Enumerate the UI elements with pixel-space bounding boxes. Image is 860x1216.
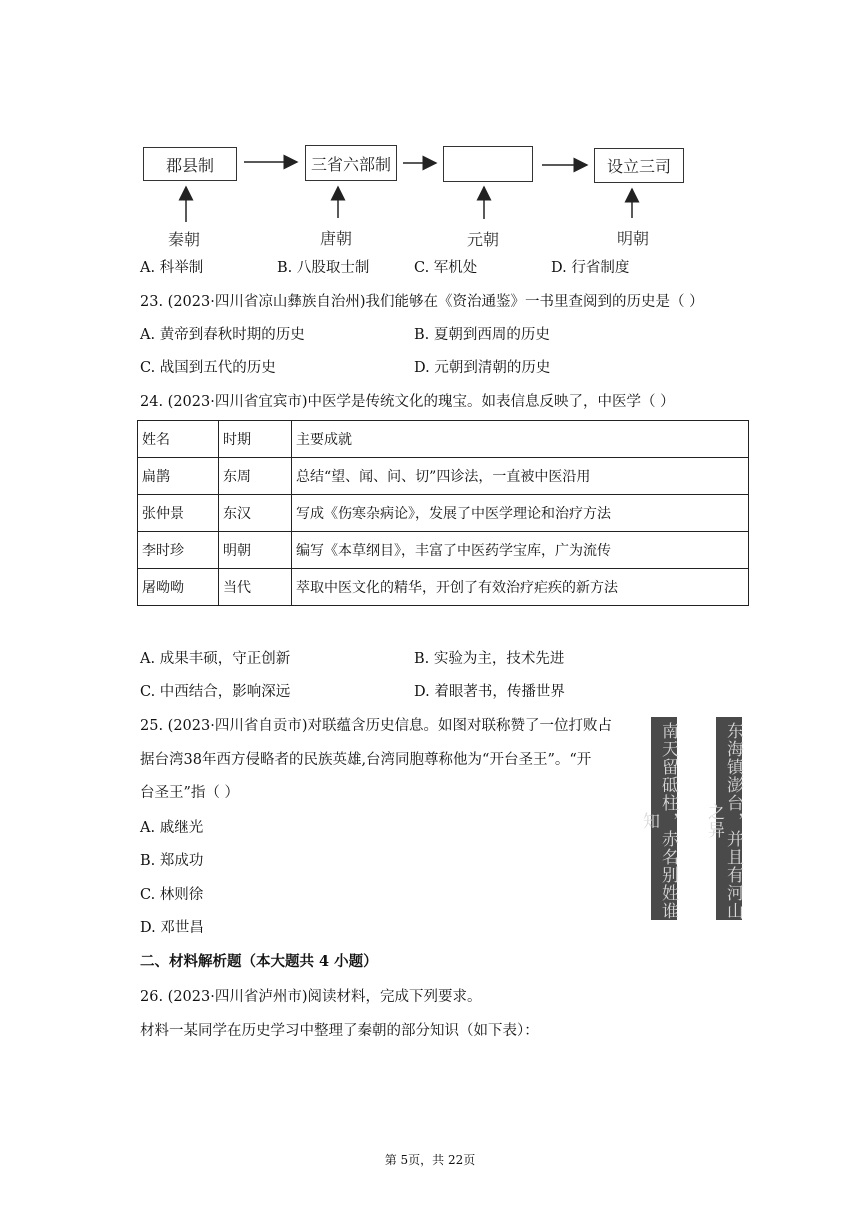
q25-stem-line-3: 台圣王”指（ ） (140, 785, 240, 801)
table-header-cell: 姓名 (138, 421, 219, 458)
q22-option-c: C. 军机处 (414, 260, 478, 276)
q25-stem-line-1: 25. (2023·四川省自贡市)对联蕴含历史信息。如图对联称赞了一位打败占 (140, 718, 612, 734)
q26-material: 材料一某同学在历史学习中整理了秦朝的部分知识（如下表）： (140, 1023, 539, 1039)
dynasty-yuan: 元朝 (467, 230, 500, 249)
box-junxian: 郡县制 (143, 147, 237, 181)
flow-diagram (0, 0, 860, 260)
table-cell: 萃取中医文化的精华，开创了有效治疗疟疾的新方法 (292, 569, 749, 606)
q24-option-c: C. 中西结合，影响深远 (140, 684, 291, 700)
q24-stem: 24. (2023·四川省宜宾市)中医学是传统文化的瑰宝。如表信息反映了，中医学（ ） (140, 394, 675, 410)
q24-option-b: B. 实验为主，技术先进 (414, 651, 565, 667)
table-row (138, 458, 749, 495)
table-cell: 扁鹊 (138, 458, 219, 495)
q22-option-a: A. 科举制 (140, 260, 204, 276)
q23-stem: 23. (2023·四川省凉山彝族自治州)我们能够在《资治通鉴》一书里查阅到的历史是（ ） (140, 294, 704, 310)
q23-option-c: C. 战国到五代的历史 (140, 360, 276, 376)
q23-option-a: A. 黄帝到春秋时期的历史 (140, 327, 305, 343)
q22-option-d: D. 行省制度 (551, 260, 630, 276)
q24-option-d: D. 着眼著书，传播世界 (414, 684, 565, 700)
dynasty-tang: 唐朝 (320, 229, 353, 248)
q24-table (137, 420, 749, 606)
dynasty-ming: 明朝 (617, 229, 650, 248)
q25-option-b: B. 郑成功 (140, 853, 204, 869)
table-row (138, 532, 749, 569)
table-cell: 当代 (219, 569, 292, 606)
q26-stem: 26. (2023·四川省泸州市)阅读材料，完成下列要求。 (140, 989, 482, 1005)
q25-option-a: A. 戚继光 (140, 820, 204, 836)
page-number: 第 5页，共 22页 (384, 1153, 476, 1167)
table-cell: 李时珍 (138, 532, 219, 569)
table-header-cell: 时期 (219, 421, 292, 458)
diagram-arrows (0, 0, 860, 260)
q25-stem-line-2: 据台湾38年西方侵略者的民族英雄,台湾同胞尊称他为“开台圣王”。“开 (140, 752, 592, 768)
table-cell: 东汉 (219, 495, 292, 532)
q23-option-b: B. 夏朝到西周的历史 (414, 327, 550, 343)
table-cell: 屠呦呦 (138, 569, 219, 606)
table-cell: 东周 (219, 458, 292, 495)
section-2-heading: 二、材料解析题（本大题共 4 小题） (140, 953, 378, 970)
table-cell: 张仲景 (138, 495, 219, 532)
table-cell: 写成《伤寒杂病论》，发展了中医学理论和治疗方法 (292, 495, 749, 532)
q22-option-b: B. 八股取士制 (277, 260, 370, 276)
table-row (138, 569, 749, 606)
q25-option-c: C. 林则徐 (140, 887, 204, 903)
table-header-cell: 主要成就 (292, 421, 749, 458)
box-sansi: 设立三司 (594, 148, 684, 183)
dynasty-qin: 秦朝 (168, 230, 201, 249)
table-cell: 总结“望、闻、问、切”四诊法，一直被中医沿用 (292, 458, 749, 495)
q23-option-d: D. 元朝到清朝的历史 (414, 360, 551, 376)
q25-option-d: D. 邓世昌 (140, 920, 204, 936)
box-sansheng: 三省六部制 (305, 145, 397, 181)
q24-option-a: A. 成果丰硕，守正创新 (140, 651, 291, 667)
table-cell: 编写《本草纲目》，丰富了中医药学宝库，广为流传 (292, 532, 749, 569)
couplet-left-scroll: 东海镇澎台，并且有河山之异 (716, 717, 742, 920)
couplet-right-scroll: 南天留砥柱，赤名别姓谁知 (651, 717, 677, 920)
table-cell: 明朝 (219, 532, 292, 569)
table-row (138, 495, 749, 532)
table-header-row (138, 421, 749, 458)
